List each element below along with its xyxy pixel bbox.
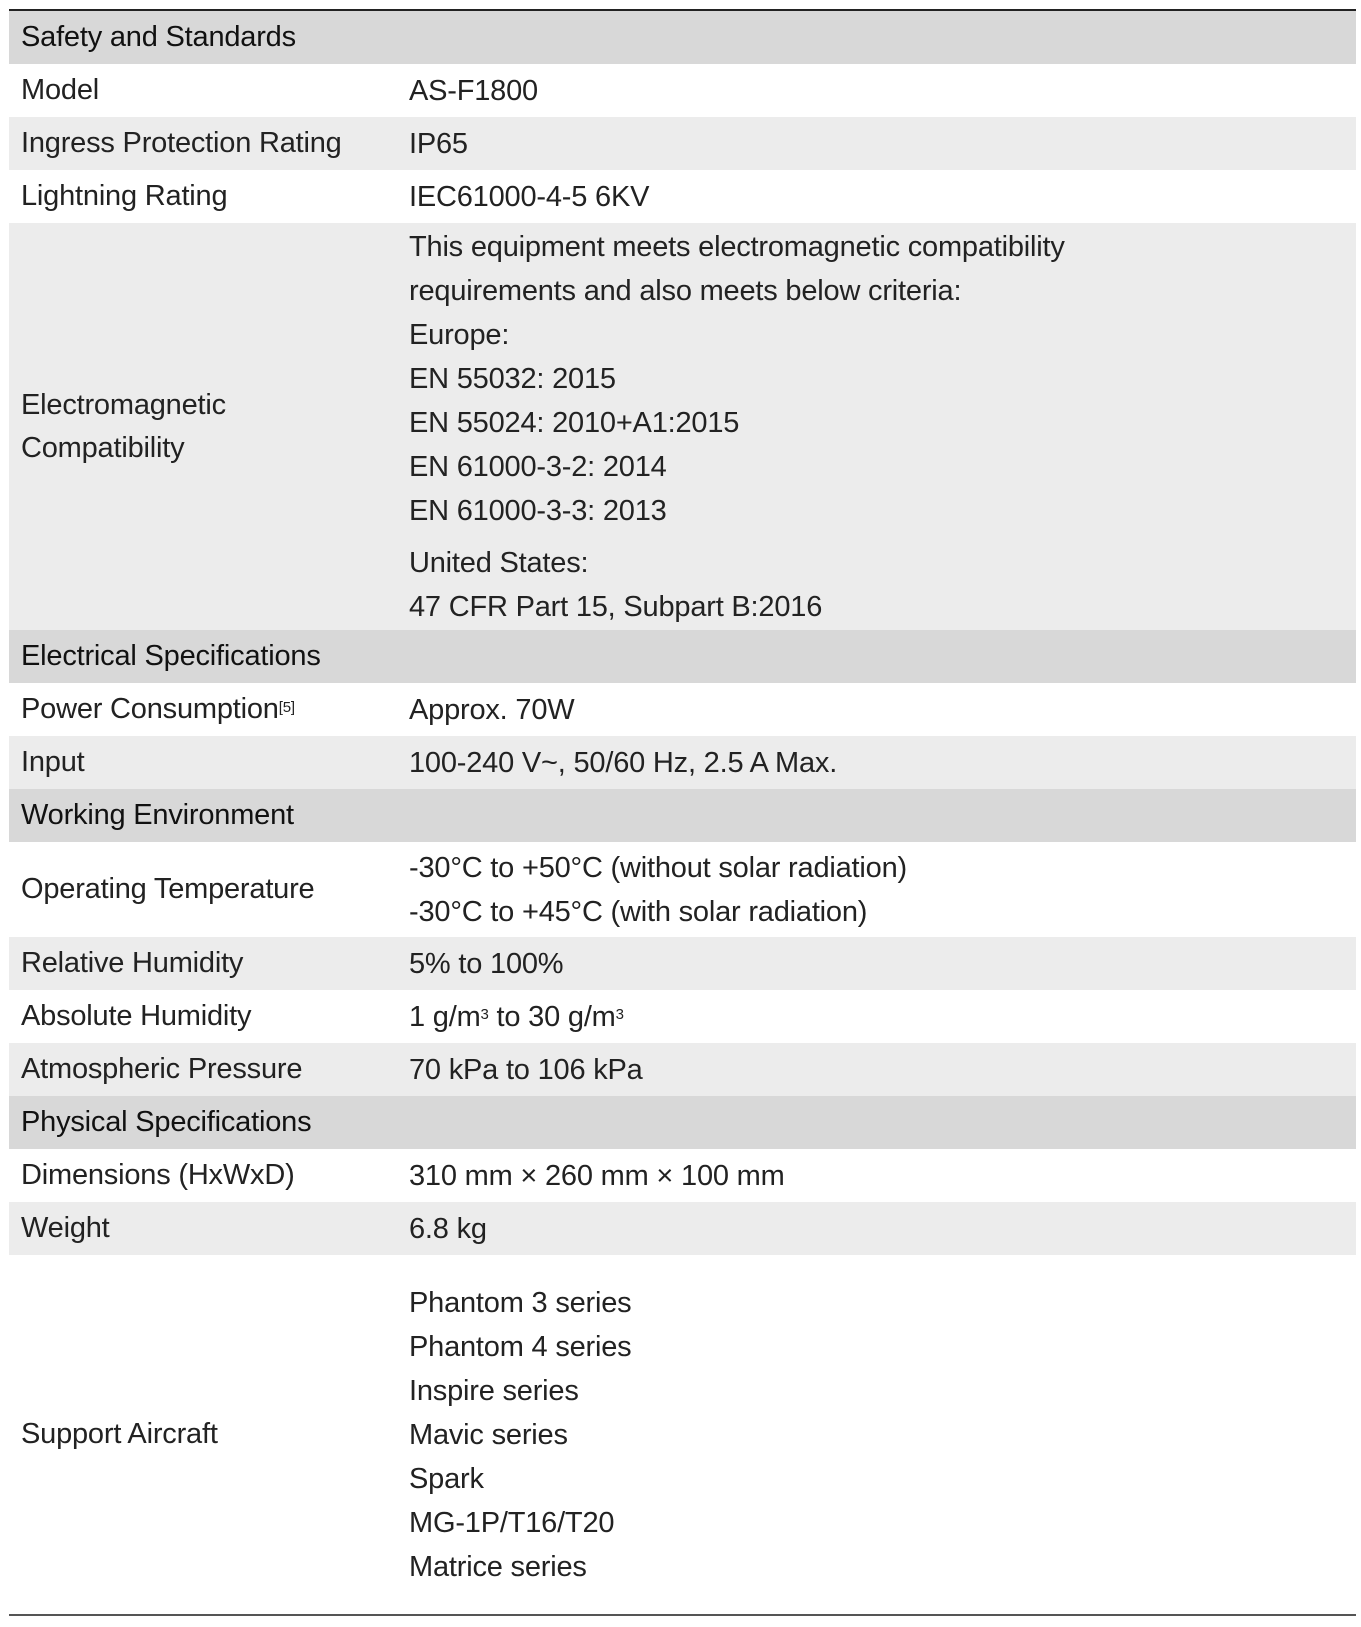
spec-value-line: 47 CFR Part 15, Subpart B:2016 [409, 590, 823, 623]
spec-key: Relative Humidity [21, 947, 244, 979]
section-title: Safety and Standards [21, 21, 296, 53]
spec-value: 6.8 kg [409, 1212, 487, 1245]
spec-key: Weight [21, 1212, 110, 1244]
spec-key: Operating Temperature [21, 873, 315, 905]
spec-value-line: Phantom 3 series [409, 1286, 632, 1319]
row-operating-temperature [9, 842, 1356, 937]
row-dimensions [9, 1149, 1356, 1202]
row-relative-humidity [9, 937, 1356, 990]
spec-value-line: MG-1P/T16/T20 [409, 1506, 615, 1539]
spec-value-line: Inspire series [409, 1374, 579, 1407]
row-ingress-protection [9, 117, 1356, 170]
row-input [9, 736, 1356, 789]
spec-value-line: EN 61000-3-3: 2013 [409, 494, 667, 527]
row-weight [9, 1202, 1356, 1255]
value-part: 1 g/m [409, 1000, 481, 1033]
section-header-electrical [9, 630, 1356, 683]
spec-value: 310 mm × 260 mm × 100 mm [409, 1159, 785, 1192]
spec-value [409, 1281, 1356, 1589]
spec-key-line: Compatibility [21, 431, 185, 464]
footnote-ref[interactable]: [5] [278, 699, 295, 716]
spec-value-line: Mavic series [409, 1418, 568, 1451]
spec-value-line: -30°C to +50°C (without solar radiation) [409, 851, 907, 884]
spec-key: Ingress Protection Rating [21, 127, 342, 159]
superscript: 3 [615, 1005, 624, 1023]
spec-value-line: This equipment meets electromagnetic compatibility [409, 230, 1065, 263]
row-electromagnetic-compatibility [9, 223, 1356, 630]
value-part: to 30 g/m [488, 1000, 616, 1033]
spec-key: Lightning Rating [21, 180, 228, 212]
spec-table [9, 9, 1356, 1616]
spec-key: Support Aircraft [21, 1418, 218, 1450]
spec-value: AS-F1800 [409, 74, 538, 107]
spec-value: 70 kPa to 106 kPa [409, 1053, 643, 1086]
spec-value-line: Phantom 4 series [409, 1330, 632, 1363]
superscript: 3 [480, 1005, 489, 1023]
row-absolute-humidity [9, 990, 1356, 1043]
spec-key: Input [21, 746, 85, 778]
spec-key: Model [21, 74, 99, 106]
row-support-aircraft [9, 1255, 1356, 1614]
spec-value: IP65 [409, 127, 468, 160]
spec-key [9, 688, 409, 731]
section-title: Physical Specifications [21, 1106, 312, 1138]
spec-key: Absolute Humidity [21, 1000, 252, 1032]
section-header-physical [9, 1096, 1356, 1149]
row-power-consumption [9, 683, 1356, 736]
spec-key-text: Power Consumption [21, 693, 279, 725]
spec-value [409, 995, 1356, 1039]
spec-value [409, 225, 1356, 629]
spec-value: 100-240 V~, 50/60 Hz, 2.5 A Max. [409, 746, 838, 779]
spec-value-line: EN 55032: 2015 [409, 362, 616, 395]
spec-key [9, 384, 409, 470]
spec-value-line: Europe: [409, 318, 510, 351]
spec-value-line: EN 55024: 2010+A1:2015 [409, 406, 740, 439]
row-model [9, 64, 1356, 117]
spec-value-line: -30°C to +45°C (with solar radiation) [409, 895, 868, 928]
spec-key-line: Electromagnetic [21, 388, 226, 421]
spec-value-line: EN 61000-3-2: 2014 [409, 450, 667, 483]
spec-value: 5% to 100% [409, 947, 564, 980]
spec-value-line: Spark [409, 1462, 484, 1495]
section-header-safety [9, 11, 1356, 64]
spec-value: Approx. 70W [409, 693, 575, 726]
spec-value: IEC61000-4-5 6KV [409, 180, 650, 213]
spec-key: Dimensions (HxWxD) [21, 1159, 295, 1191]
spec-key: Atmospheric Pressure [21, 1053, 303, 1085]
spec-value-line: Matrice series [409, 1550, 587, 1583]
row-atmospheric-pressure [9, 1043, 1356, 1096]
spec-value-line: requirements and also meets below criteria: [409, 274, 962, 307]
row-lightning-rating [9, 170, 1356, 223]
section-header-working-environment [9, 789, 1356, 842]
spec-value [409, 846, 1356, 934]
section-title: Working Environment [21, 799, 294, 831]
spec-value-line: United States: [409, 546, 589, 579]
section-title: Electrical Specifications [21, 640, 321, 672]
